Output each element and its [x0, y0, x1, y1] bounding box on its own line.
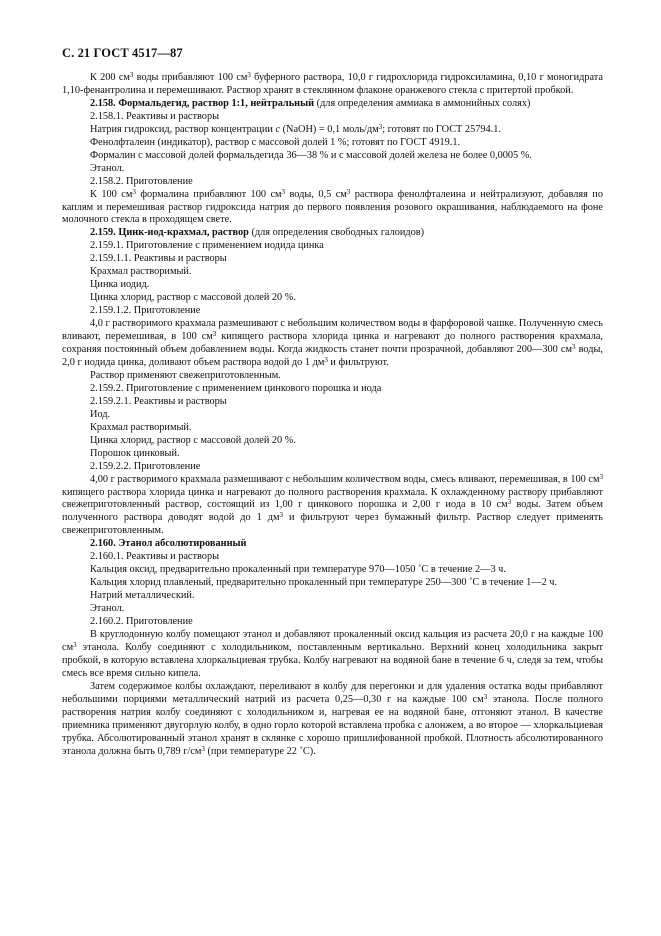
- text-span: (NaOH) = 0,1 моль/дм: [280, 123, 379, 135]
- superscript: 3: [572, 343, 576, 352]
- text-span: (для определения аммиака в аммонийных солях): [314, 97, 531, 109]
- text-span: и фильтруют через бумажный фильтр. Раствор следует применять свежеприготовленным.: [62, 512, 603, 537]
- superscript: 3: [129, 71, 134, 79]
- text-span: воды, 2,0 г иодида цинка, доливают объем раствора водой до 1 дм: [62, 344, 604, 368]
- text-span: Раствор применяют свежеприготовленным.: [90, 369, 281, 381]
- paragraph: [62, 461, 603, 474]
- superscript: 3: [483, 692, 488, 701]
- paragraph: [62, 72, 603, 98]
- superscript: 3: [73, 640, 77, 649]
- text-span: c: [275, 123, 281, 135]
- superscript: 3: [346, 187, 351, 196]
- paragraph: [62, 189, 603, 228]
- text-span: Этанол.: [90, 603, 125, 615]
- text-span: 2.160.1. Реактивы и растворы: [90, 551, 220, 563]
- paragraph: [62, 111, 603, 124]
- text-span: 2.159.1.1. Реактивы и растворы: [90, 253, 227, 265]
- text-span: Натрий металлический.: [90, 590, 195, 602]
- text-span: воды. Затем объем полученного раствора доводят водой до 1 дм: [62, 499, 603, 524]
- paragraph: [62, 564, 603, 577]
- text-span: 2.159.2. Приготовление с применением цинкового порошка и иода: [90, 382, 382, 394]
- paragraph: [62, 396, 603, 409]
- paragraph: [62, 681, 603, 759]
- paragraph: [62, 137, 603, 150]
- text-span: ; готовят по ГОСТ 25794.1.: [382, 123, 501, 135]
- text-span: 4,00 г растворимого крахмала размешивают с небольшим количеством воды, смесь вливают, перемешивая, в 100 см: [90, 473, 600, 485]
- text-span: Кальция оксид, предварительно прокаленный при температуре 970—1050 ˚С в течение 2—3 ч.: [90, 564, 506, 576]
- text-span: Порошок цинковый.: [90, 447, 180, 459]
- text-span: 2.158.1. Реактивы и растворы: [90, 110, 220, 122]
- paragraph: [62, 150, 603, 163]
- text-span: Цинка хлорид, раствор с массовой долей 20 %.: [90, 292, 296, 304]
- text-span: 2.159.2.2. Приготовление: [90, 460, 201, 472]
- paragraph: [62, 163, 603, 176]
- paragraph: [62, 227, 603, 240]
- superscript: 3: [599, 472, 603, 481]
- paragraph: [62, 590, 603, 603]
- text-span: 2.158.2. Приготовление: [90, 175, 193, 187]
- paragraph: [62, 577, 603, 590]
- bold-heading: 2.158. Формальдегид, раствор 1:1, нейтральный: [90, 97, 315, 109]
- text-span: формалина прибавляют 100 см: [135, 188, 282, 200]
- text-span: 4,0 г растворимого крахмала размешивают с небольшим количеством воды в фарфоровой чашке. Полученную смесь вливают, перемешивая, в 100 см: [62, 318, 603, 343]
- text-span: и фильтруют.: [327, 356, 389, 368]
- text-span: Иод.: [90, 408, 111, 420]
- superscript: 3: [507, 498, 512, 507]
- paragraph: [62, 616, 603, 629]
- text-span: воды прибавляют 100 см: [133, 72, 248, 83]
- paragraph: [62, 240, 603, 253]
- paragraph: [62, 176, 603, 189]
- superscript: 3: [281, 187, 286, 196]
- text-span: 2.159.1.2. Приготовление: [90, 305, 201, 317]
- superscript: 3: [324, 355, 328, 364]
- paragraph: [62, 370, 603, 383]
- text-span: (для определения свободных галоидов): [248, 227, 425, 239]
- text-span: этанола. После полного растворения натрия колбу соединяют с холодильником и, нагревая ее на водяной бане, отгоняют этанол. В качестве приемника применяют двугорлую колбу, в одно горло которой вставлена пробка с алонжем, а во второе — хлоркальциевая трубка. Абсолютированный этанол хранят в склянке с хорошо пришлифованной пробкой. Плотность абсолютированного этанола должна быть 0,789 г/см: [62, 693, 603, 757]
- paragraph: [62, 435, 603, 448]
- text-span: кипящего раствора хлорида цинка и нагревают до полного растворения крахмала. К охлажденному раствору прибавляют свежеприготовленный раствор, состоящий из 1,00 г цинкового порошка и 2,00 г иода в 10 см: [62, 486, 603, 511]
- text-span: воды, 0,5 см: [285, 188, 347, 200]
- paragraph: [62, 474, 603, 539]
- paragraph: [62, 305, 603, 318]
- document-body: [62, 72, 603, 759]
- text-span: буферного раствора, 10,0 г гидрохлорида гидроксиламина, 0,10 г моногидрата 1,10-фенантролина и перемешивают. Раствор хранят в стеклянном флаконе оранжевого стекла с притертой пробкой.: [62, 72, 603, 96]
- superscript: 3: [201, 744, 205, 753]
- paragraph: [62, 383, 603, 396]
- paragraph: [62, 318, 603, 370]
- paragraph: [62, 448, 603, 461]
- text-span: (при температуре 22 ˚С).: [204, 745, 316, 757]
- text-span: К 100 см: [90, 188, 133, 200]
- paragraph: [62, 98, 603, 111]
- text-span: Формалин с массовой долей формальдегида 36—38 % и с массовой долей железа не более 0,0005 %.: [90, 149, 532, 161]
- text-span: Цинка хлорид, раствор с массовой долей 20 %.: [90, 434, 296, 446]
- paragraph: [62, 292, 603, 305]
- superscript: 3: [212, 330, 217, 339]
- text-span: Этанол.: [90, 162, 125, 174]
- text-span: Затем содержимое колбы охлаждают, переливают в колбу для перегонки и для удаления остатка воды прибавляют небольшими порциями металлический натрий из расчета 0,25—0,30 г на каждые 100 см: [62, 680, 603, 705]
- text-span: Крахмал растворимый.: [90, 421, 192, 433]
- text-span: Фенолфталеин (индикатор), раствор с массовой долей 1 %; готовят по ГОСТ 4919.1.: [90, 136, 461, 148]
- text-span: Цинка иодид.: [90, 279, 150, 291]
- paragraph: [62, 409, 603, 422]
- superscript: 3: [247, 71, 251, 79]
- text-span: Кальция хлорид плавленый, предварительно прокаленный при температуре 250—300 ˚С в течение 1—2 ч.: [90, 577, 558, 589]
- text-span: К 200 см: [90, 72, 130, 83]
- paragraph: [62, 551, 603, 564]
- superscript: 3: [132, 187, 136, 196]
- bold-heading: 2.160. Этанол абсолютированный: [90, 538, 247, 550]
- page-header: С. 21 ГОСТ 4517—87: [62, 46, 183, 60]
- text-span: 2.159.2.1. Реактивы и растворы: [90, 395, 227, 407]
- text-span: 2.159.1. Приготовление с применением иодида цинка: [90, 240, 324, 252]
- bold-heading: 2.159. Цинк-иод-крахмал, раствор: [90, 227, 249, 239]
- paragraph: [62, 253, 603, 266]
- superscript: 3: [279, 511, 283, 520]
- text-span: Натрия гидроксид, раствор концентрации: [90, 123, 276, 135]
- paragraph: [62, 629, 603, 681]
- text-span: этанола. Колбу соединяют с холодильником, поставленным вертикально. Верхний конец холодильника закрыт пробкой, в которую вставлена хлоркальциевая трубка. Колбу нагревают на водяной бане в течение 6 ч, следя за тем, чтобы смесь все время сильно кипела.: [62, 641, 603, 679]
- paragraph: [62, 538, 603, 551]
- text-span: раствора фенолфталеина и нейтрализуют, добавляя по каплям и перемешивая раствор гидроксида натрия до первого появления розового окрашивания, наблюдаемого на фоне молочного стекла в проходящем свете.: [62, 188, 603, 226]
- paragraph: [62, 279, 603, 292]
- text-span: 2.160.2. Приготовление: [90, 616, 193, 628]
- text-span: В круглодонную колбу помещают этанол и добавляют прокаленный оксид кальция из расчета 20,0 г на каждые 100 см: [62, 628, 603, 653]
- paragraph: [62, 422, 603, 435]
- superscript: 3: [378, 122, 383, 131]
- paragraph: [62, 124, 603, 137]
- text-span: Крахмал растворимый.: [90, 266, 192, 278]
- paragraph: [62, 266, 603, 279]
- paragraph: [62, 603, 603, 616]
- text-span: кипящего раствора хлорида цинка и нагревают до полного растворения крахмала, сохраняя постоянный объем добавлением воды. Когда жидкость станет почти прозрачной, добавляют 200—300 см: [62, 331, 603, 356]
